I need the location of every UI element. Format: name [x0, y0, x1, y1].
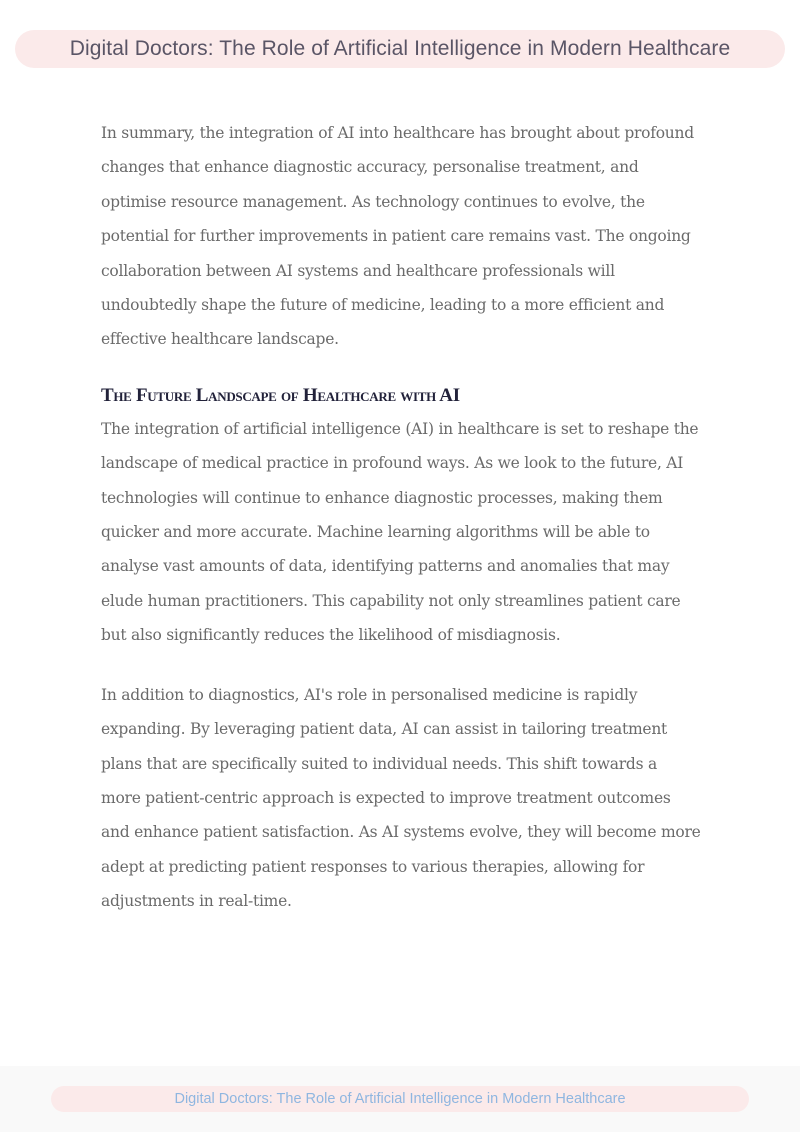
- section-paragraph-1: The integration of artificial intelligence (AI) in healthcare is set to reshape the landscape of medical practice in profound ways. As we look to the future, AI technologies will continue to enhance diagnostic processes, making them quicker and more accurate. Machine learning algorithms will be able to analyse vast amounts of data, identifying patterns and anomalies that may elude human practitioners. This capability not only streamlines patient care but also significantly reduces the likelihood of misdiagnosis.: [101, 419, 699, 645]
- document-body: [101, 116, 701, 919]
- page-header: [15, 30, 785, 68]
- header-title: Digital Doctors: The Role of Artificial Intelligence in Modern Healthcare: [69, 37, 731, 60]
- footer-title: Digital Doctors: The Role of Artificial Intelligence in Modern Healthcare: [174, 1091, 626, 1107]
- section-paragraph-2: In addition to diagnostics, AI's role in personalised medicine is rapidly expanding. By leveraging patient data, AI can assist in tailoring treatment plans that are specifically suited to individual needs. This shift towards a more patient-centric approach is expected to improve treatment outcomes and enhance patient satisfaction. As AI systems evolve, they will become more adept at predicting patient responses to various therapies, allowing for adjustments in real-time.: [101, 685, 701, 911]
- summary-paragraph: In summary, the integration of AI into healthcare has brought about profound changes that enhance diagnostic accuracy, personalise treatment, and optimise resource management. As technology continues to evolve, the potential for further improvements in patient care remains vast. The ongoing collaboration between AI systems and healthcare professionals will undoubtedly shape the future of medicine, leading to a more efficient and effective healthcare landscape.: [101, 124, 694, 349]
- section-heading: The Future Landscape of Healthcare with AI: [101, 384, 460, 406]
- footer-bar: [51, 1086, 749, 1112]
